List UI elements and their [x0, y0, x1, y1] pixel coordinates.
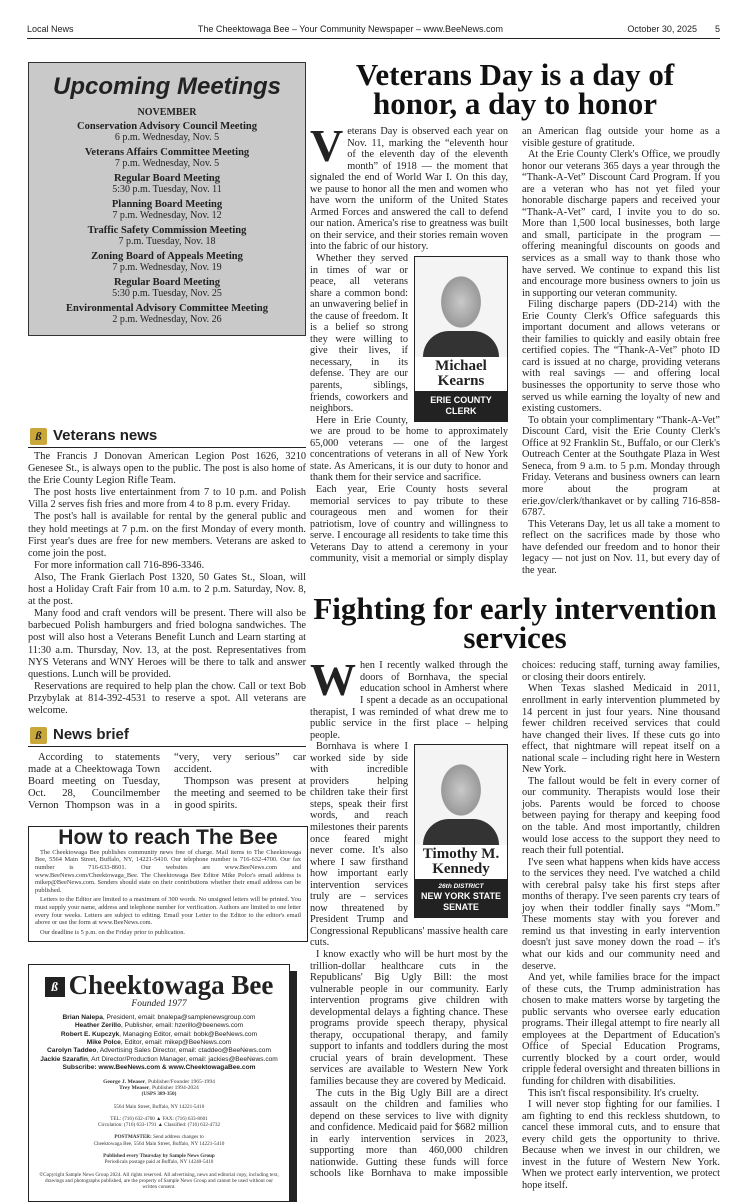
- periodicals: Periodicals postage paid at Buffalo, NY 14240-5410: [104, 1159, 214, 1166]
- meeting-time: 5:30 p.m. Tuesday, Nov. 25: [112, 288, 222, 299]
- paragraph: [522, 1088, 720, 1100]
- circulation: Circulation: (716) 633-1791 ▲ Classified: (716) 632-4732: [97, 1122, 221, 1129]
- paragraph: [522, 299, 720, 414]
- meeting-item: [29, 173, 305, 195]
- paragraph-text: This isn't fiscal responsibility. It's cruelty.: [528, 1087, 699, 1099]
- staff-member: [29, 1056, 289, 1064]
- news-brief-body: [28, 752, 306, 812]
- paragraph: [310, 654, 508, 741]
- staff-name: Carolyn Taddeo: [47, 1047, 97, 1055]
- meeting-name: Zoning Board of Appeals Meeting: [91, 251, 243, 262]
- author-title: NEW YORK STATE SENATE: [420, 891, 501, 913]
- staff-role: , Publisher, email: hzerillo@beenews.com: [121, 1022, 244, 1030]
- paragraph: [522, 972, 720, 1087]
- meeting-name: Regular Board Meeting: [114, 173, 220, 184]
- author-title-band: [415, 879, 507, 917]
- paragraph-text: At the Erie County Clerk's Office, we proudly honor our veterans 365 days a year through the “Thank-A-Vet” Discount Card Program. If you are a veteran who has not yet filed your honorable discharge papers and received your “Thank-A-Vet” card, I invite you to do so. More than 1,500 local businesses, both large and small, participate in the program — offering meaningful discounts on goods and services as a small way to thank those who have served. We continue to expand this list and encourage more business owners to join us in supporting our veteran community.: [522, 149, 720, 299]
- copyright: ©Copyright Sample News Group 2024. All rights reserved. All advertising, news and editorial copy, including text, drawings and photographs published, are the property of Sample News Group and cannot be used without our written consent.: [39, 1171, 279, 1191]
- article2-body: [310, 654, 720, 1191]
- postmaster: Send address changes to: [151, 1134, 204, 1141]
- paragraph-text: Bornhava is where I worked side by side with incredible providers helping children take their first steps, speak their first words, and reach milestones their parents once feared might never come. It's also where I saw firsthand how important early intervention services truly are – services now threatened by President Trump and Congressional Republicans' massive health care cuts.: [310, 741, 508, 949]
- paragraph: Our deadline is 5 p.m. on the Friday prior to publication.: [40, 928, 186, 936]
- paragraph-text: And yet, while families brace for the impact of these cuts, the Trump administration has chosen to make matters worse by targeting the public servants who oversee early education programs. Their illegal attempt to fire nearly all employees at the Department of Education's Office of Special Education Programs, currently blocked by a court order, would cripple federal oversight and threaten billions in funding for children with disabilities.: [522, 972, 720, 1088]
- meeting-name: Planning Board Meeting: [111, 199, 223, 210]
- staff-role: , Advertising Sales Director, email: ctaddeo@BeeNews.com: [96, 1047, 271, 1055]
- meeting-name: Regular Board Meeting: [114, 277, 220, 288]
- staff-member: [29, 1031, 289, 1039]
- paragraph-text: I know exactly who will be hurt most by the trillion-dollar healthcare cuts in the Republicans' Big Ugly Bill: the most vulnerable people in our community. Early intervention programs give children with developmental delays a fighting chance. These programs provide speech therapy, physical therapy, occupational therapy, and family support to infants and toddlers during the most crucial years of brain development. These services are available to Western New York families because they are covered by Medicaid.: [310, 949, 508, 1088]
- reach-body: [35, 849, 301, 937]
- section-title: News brief: [53, 726, 129, 744]
- meeting-time: 7 p.m. Wednesday, Nov. 19: [112, 262, 222, 273]
- paragraph: Also, The Frank Gierlach Post 1320, 50 Gates St., Sloan, will host a Holiday Craft Fair from 10 a.m. to 2 p.m. Saturday, Nov. 8, at the post.: [28, 571, 306, 608]
- paragraph-text: eterans Day is observed each year on Nov. 11, marking the “eleventh hour of the eleventh day of the eleventh month” of 1918 — the moment that signaled the end of World War I. On this day, we pause to honor all the men and women who have worn the uniform of the United States Armed Forces and answered the call to defend our nation. America's rise to greatness was built on their service, and their stories remain woven into the fabric of our history.: [310, 126, 508, 253]
- author-title-band: [415, 391, 507, 421]
- staff-member: [29, 1039, 289, 1047]
- founder-name: George J. Measer: [103, 1078, 146, 1085]
- staff-member: [29, 1047, 289, 1055]
- paragraph-text: The cuts in the Big Ugly Bill are a direct assault on the children and families who depend on these services to live with dignity and confidence. Medicaid paid for $682 million in early intervention services in 2023, supporting more than 460,000 children nationwide. Gutting these funds will force schools like Bornhava to make impossible choices: reducing staff, turning away families, or closing their doors entirely.: [310, 660, 720, 1180]
- staff-member: [29, 1014, 289, 1022]
- date-and-page: [627, 24, 720, 34]
- address: 5564 Main Street, Buffalo, NY 14221-5410: [113, 1103, 205, 1110]
- founder-name: Trey Measer: [119, 1084, 150, 1091]
- meeting-item: [29, 303, 305, 325]
- founder-role: , Publisher 1994-2024: [149, 1084, 199, 1091]
- postmaster-label: POSTMASTER:: [114, 1134, 152, 1141]
- paragraph-text: The fallout would be felt in every corner of our community. Therapists would lose their jobs. Parents would be forced to choose between paying for therapy and keeping food on the table. And most importantly, children would lose access to the support they need to reach their full potential.: [522, 775, 720, 857]
- meeting-time: 2 p.m. Wednesday, Nov. 26: [112, 314, 222, 325]
- masthead-name: [29, 971, 289, 999]
- paragraph: The Cheektowaga Bee publishes community news free of charge. Mail items to The Cheektowaga Bee, 5564 Main Street, Buffalo, NY, 14221-5410. Our telephone number is 716-632-4700. Our fax number is 716-633-8601. Our websites are www.BeeNews.com and www.BeeNews.com/Cheektowaga_Bee. The Cheektowaga Bee Editor Mike Polce's email address is mikep@BeeNews.com. Senders should state on their contributions whether their email address can be published.: [35, 848, 301, 895]
- paragraph: The Francis J Donovan American Legion Post 1626, 3210 Genesee St., is always open to the public. The post is also home of the Erie County Legion Rifle Team.: [28, 451, 306, 487]
- paragraph-text: I've seen what happens when kids have access to the services they need. I've watched a child with cerebral palsy take his first steps after months of therapy. I've seen parents cry tears of joy when their toddler finally says “Mom.” These moments stay with you forever and remind us that investing in early intervention doesn't just save money down the road – it's what our kids and our community need and deserve.: [522, 856, 720, 972]
- veterans-news-body: [28, 451, 306, 717]
- article1-body: [310, 120, 720, 576]
- paragraph-text: Filing discharge papers (DD-214) with the Erie County Clerk's Office safeguards this important document and allows veterans or their families to quickly and easily obtain free certified copies. The “Thank-A-Vet” photo ID card is issued at no charge, providing veterans with real savings — and offering local businesses the opportunity to serve those who served us while earning the loyalty of new and existing customers.: [522, 299, 720, 415]
- paragraph: Many food and craft vendors will be present. There will also be barbecued Polish hamburgers and fried bologna sandwiches. The post will also host a Veterans Benefit Lunch and Learn starting at 11:30 a.m. Thursday, Nov. 13, at the post. Representatives from NYS Veterans and WNY Heroes will be there to talk and answer questions. Lunch will be provided.: [28, 608, 306, 680]
- founders-list: [29, 1079, 289, 1092]
- published: Published every Thursday by Sample News Group: [103, 1153, 215, 1160]
- usps: (USPS 389-350): [141, 1091, 177, 1098]
- staff-list: [29, 1014, 289, 1064]
- article1-headline: Veterans Day is a day of honor, a day to honor: [355, 57, 675, 121]
- paragraph: For more information call 716-896-3346.: [34, 559, 205, 571]
- drop-cap: W: [310, 654, 356, 706]
- staff-name: Mike Polce: [86, 1039, 121, 1047]
- bee-logo-icon: ß: [45, 977, 65, 997]
- upcoming-meetings-box: [28, 62, 306, 336]
- staff-role: , President, email: bnalepa@samplenewsgroup.com: [102, 1013, 256, 1021]
- meeting-name: Environmental Advisory Committee Meeting: [66, 303, 268, 314]
- meeting-item: [29, 277, 305, 299]
- paragraph-text: hen I recently walked through the doors of Bornhava, the special education school in Amherst where I spent a decade as an occupational therapist, I was reminded of what drew me to public service in the first place – helping people.: [310, 660, 508, 741]
- meeting-item: [29, 199, 305, 221]
- bee-logo-icon: ß: [30, 727, 47, 744]
- paragraph: Letters to the Editor are limited to a maximum of 300 words. No unsigned letters will be printed. You must supply your name, address and telephone number for verification. Authors are limited to one letter every four weeks. Letters are subject to editing. Email your Letter to the Editor to the editor's email above or use the form at www.BeeNews.com.: [35, 896, 301, 927]
- paragraph: [522, 415, 720, 519]
- subscribe-line: Subscribe: www.BeeNews.com & www.CheektowagaBee.com: [62, 1064, 256, 1072]
- staff-name: Jackie Szarafin: [40, 1055, 88, 1063]
- reach-title: How to reach The Bee: [58, 825, 278, 849]
- author-photo: [415, 257, 507, 357]
- article2-headline: Fighting for early intervention services: [313, 591, 717, 656]
- paper-name: Cheektowaga Bee: [68, 969, 274, 1000]
- author-photo-box: [414, 256, 508, 422]
- news-brief-heading: [28, 725, 306, 747]
- paragraph: [310, 415, 508, 484]
- telephone: TEL: (716) 632-4700 ▲ FAX: (716) 633-8601: [110, 1115, 208, 1122]
- paragraph: [522, 149, 720, 299]
- paragraph: [522, 857, 720, 972]
- paragraph: [310, 120, 508, 253]
- meeting-item: [29, 251, 305, 273]
- staff-member: [29, 1022, 289, 1030]
- paragraph: Reservations are required to help plan the chow. Call or text Bob Przybylak at 814-392-4531 to reserve a spot. All veterans are welcome.: [28, 680, 306, 716]
- meetings-list: [29, 121, 305, 325]
- paragraph: [522, 683, 720, 775]
- drop-cap: V: [310, 120, 344, 171]
- meeting-item: [29, 147, 305, 169]
- paragraph: [522, 776, 720, 857]
- paragraph: The post hosts live entertainment from 7 to 10 p.m. and Polish Villa 2 serves fish fries and more from 4 to 8 p.m. every Friday.: [28, 487, 306, 511]
- founder-role: , Publisher/Founder 1965-1994: [145, 1078, 215, 1085]
- paragraph-text: Whether they served in times of war or peace, all veterans share a common bond: an unwavering belief in the cause of freedom. It is a belief so strong they were willing to give their lives, if necessary, in its defense. They are our parents, siblings, friends, coworkers and neighbors.: [310, 253, 408, 415]
- staff-role: , Art Director/Production Manager, email: jackies@BeeNews.com: [87, 1055, 278, 1063]
- author-name: Michael Kearns: [435, 358, 487, 390]
- how-to-reach-box: [28, 826, 308, 942]
- meeting-item: [29, 225, 305, 247]
- paragraph: [522, 1099, 720, 1191]
- meeting-time: 5:30 p.m. Tuesday, Nov. 11: [112, 184, 222, 195]
- meeting-item: [29, 121, 305, 143]
- masthead-box: [28, 964, 290, 1202]
- veterans-news-heading: [28, 426, 306, 448]
- section-label: Local News: [27, 24, 74, 34]
- paragraph-text: This Veterans Day, let us all take a moment to reflect on the sacrifices made by those who have defended our freedom and to honor their legacy — not just on Nov. 11, but every day of the year.: [522, 518, 720, 576]
- paragraph: Thompson was present at the meeting and seemed to be in good spirits.: [174, 775, 306, 811]
- founded: Founded 1977: [131, 998, 187, 1009]
- paragraph: [522, 519, 720, 577]
- paragraph: According to statements made at a Cheektowaga Town Board meeting on Tuesday, Oct. 28, Councilmember Vernon Thompson was in a “very, very serious” car accident.: [28, 752, 306, 811]
- meeting-name: Veterans Affairs Committee Meeting: [84, 147, 250, 158]
- left-column: [28, 62, 306, 1202]
- paragraph-text: Each year, Erie County hosts several memorial services to pay tribute to these courageous men and women for their patriotism, love of country and willingness to serve. I encourage all residents to take time this Veterans Day to attend a ceremony in your community, visit a memorial or simply display an American flag outside your home as a visible gesture of gratitude.: [310, 126, 720, 565]
- meeting-time: 7 p.m. Tuesday, Nov. 18: [118, 236, 216, 247]
- paragraph-text: Here in Erie County, we are proud to be home to approximately 65,000 veterans — one of the largest concentrations of veterans in all of New York state. As Americans, it is our duty to honor and thank them for their service and sacrifice.: [310, 414, 508, 484]
- page-number: 5: [714, 24, 720, 34]
- meeting-time: 6 p.m. Wednesday, Nov. 5: [114, 132, 220, 143]
- paragraph-text: To obtain your complimentary “Thank-A-Vet” Discount Card, visit the Erie County Clerk's Office at 92 Franklin St., Buffalo, or our Clerk's Outreach Center at the Southgate Plaza in West Seneca, from 9 a.m. to 5 p.m. Monday through Friday. Veterans and business owners can learn more about the program at erie.gov/clerk/thankavet or by calling 716-858-6787.: [522, 414, 720, 519]
- author-photo: [415, 745, 507, 845]
- staff-role: , Editor, email: mikep@BeeNews.com: [120, 1039, 232, 1047]
- staff-name: Brian Nalepa: [62, 1013, 103, 1021]
- staff-role: , Managing Editor, email: bobk@BeeNews.com: [119, 1030, 258, 1038]
- postmaster-address: Cheektowaga Bee, 5564 Main Street, Buffalo, NY 14221-5410: [93, 1140, 225, 1147]
- page-header: [27, 24, 720, 39]
- issue-date: October 30, 2025: [627, 24, 697, 34]
- author-district: 26th DISTRICT: [438, 883, 484, 891]
- author-name: Timothy M. Kennedy: [422, 846, 500, 878]
- section-title: Veterans news: [53, 427, 158, 444]
- meeting-time: 7 p.m. Wednesday, Nov. 12: [112, 210, 222, 221]
- bee-logo-icon: ß: [30, 428, 47, 445]
- paragraph-text: When Texas slashed Medicaid in 2011, enrollment in early intervention plummeted by 14 percent in just four years. Nine thousand fewer children received services that could have changed their lives. If these cuts go into effect, that nightmare will repeat itself on a national scale – including right here in Western New York.: [522, 683, 720, 776]
- paper-tagline: The Cheektowaga Bee – Your Community Newspaper – www.BeeNews.com: [197, 24, 504, 34]
- right-column: [310, 57, 720, 1191]
- paragraph: [310, 949, 508, 1088]
- meeting-name: Traffic Safety Commission Meeting: [87, 225, 247, 236]
- paragraph: The post's hall is available for rental by the general public and they hold meetings at 7 p.m. on the first Monday of every month. First year's dues are free for new members. Veterans are asked to come join the post.: [28, 511, 306, 559]
- author-title: ERIE COUNTY CLERK: [430, 395, 492, 417]
- meeting-time: 7 p.m. Wednesday, Nov. 5: [114, 158, 220, 169]
- meetings-month: NOVEMBER: [137, 107, 197, 118]
- meeting-name: Conservation Advisory Council Meeting: [77, 121, 257, 132]
- staff-name: Robert E. Kupczyk: [60, 1030, 120, 1038]
- staff-name: Heather Zerillo: [74, 1022, 122, 1030]
- author-photo-box: [414, 744, 508, 918]
- paragraph-text: I will never stop fighting for our families. I am fighting to end this reckless shutdown, to cancel these immoral cuts, and to ensure that every child gets the opportunity to thrive. Because when we invest in our children, we invest in the future of Western New York. When we protect early intervention, we protect hope itself.: [522, 1099, 720, 1191]
- meetings-title: Upcoming Meetings: [52, 73, 281, 100]
